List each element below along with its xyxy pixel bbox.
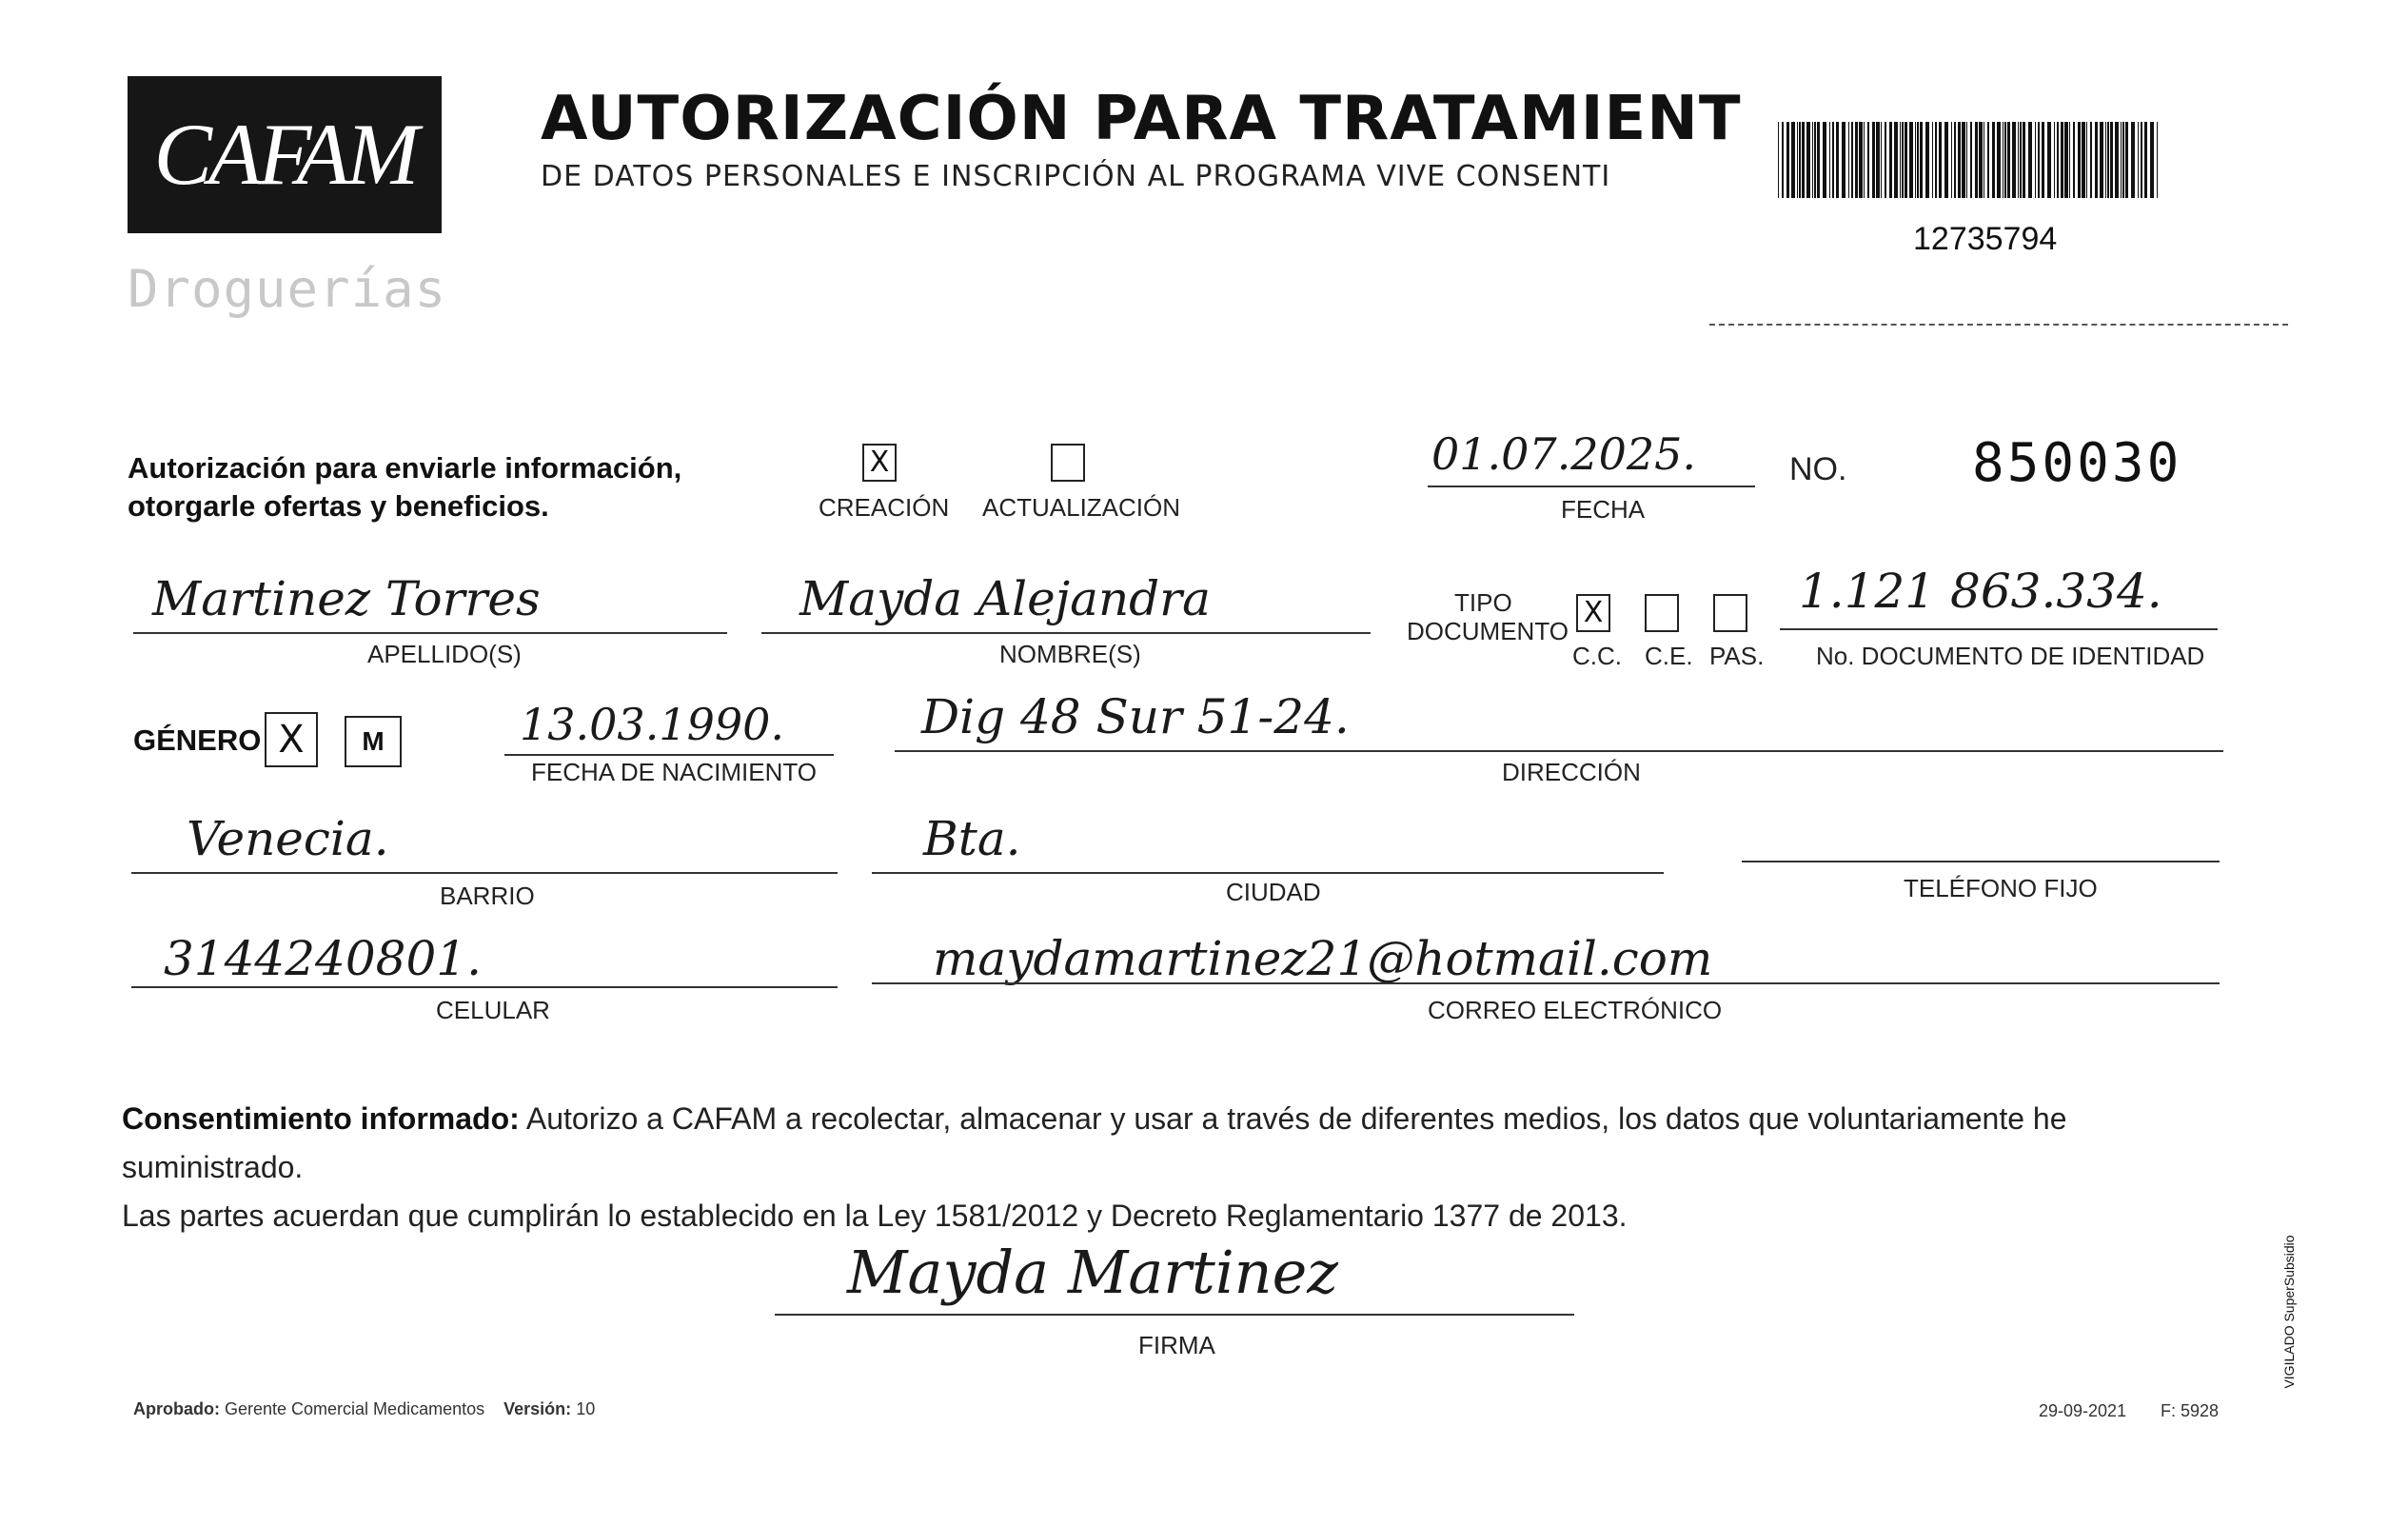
direccion-line [895,750,2223,752]
barcode-number: 12735794 [1913,221,2058,257]
actualizacion-checkbox[interactable] [1051,444,1085,482]
cc-checkbox[interactable]: X [1576,594,1610,632]
document-number-line [1780,628,2218,630]
barrio-value[interactable]: Venecia. [187,811,389,866]
logo-subtitle: Droguerías [128,259,447,319]
fecha-value[interactable]: 01.07.2025. [1431,428,1696,480]
pas-label: PAS. [1709,642,1765,670]
divider [1709,324,2288,326]
document-number-value[interactable]: 1.121 863.334. [1799,564,2162,619]
footer-code: F: 5928 [2161,1401,2220,1420]
consent-heading: Consentimiento informado: [122,1101,520,1136]
direccion-label: DIRECCIÓN [1502,758,1641,786]
celular-label: CELULAR [436,996,550,1024]
cc-label: C.C. [1572,642,1622,670]
no-label: NO. [1789,451,1847,487]
genero-label: GÉNERO [133,723,262,757]
intro-line-1: Autorización para enviarle información, [128,451,682,485]
actualizacion-label: ACTUALIZACIÓN [982,493,1181,522]
apellidos-label: APELLIDO(S) [367,640,522,668]
creacion-checkbox[interactable]: X [862,444,897,482]
ciudad-value[interactable]: Bta. [923,811,1021,866]
consent-text-line-2: Las partes acuerdan que cumplirán lo establecido en la Ley 1581/2012 y Decreto Reglamentario 1377 de 2013. [122,1199,1628,1233]
footer-aprobado-value: Gerente Comercial Medicamentos [225,1399,485,1418]
vigilado-text: VIGILADO SuperSubsidio [2281,1235,2297,1389]
birthdate-line [504,754,834,756]
vigilado-stamp [2275,1209,2303,1428]
celular-line [131,986,838,988]
fecha-label: FECHA [1561,495,1646,524]
correo-line [872,982,2220,984]
apellidos-value[interactable]: Martinez Torres [152,571,541,626]
signature-value[interactable]: Mayda Martinez [847,1238,1338,1307]
nombres-label: NOMBRE(S) [999,640,1141,668]
ce-checkbox[interactable] [1645,594,1679,632]
ciudad-line [872,872,1664,874]
barrio-label: BARRIO [440,882,535,910]
document-number-label: No. DOCUMENTO DE IDENTIDAD [1816,642,2205,670]
footer-approval [133,1399,595,1419]
genero-f-checkbox[interactable]: X [265,712,318,767]
creacion-label: CREACIÓN [819,493,950,522]
ce-label: C.E. [1645,642,1693,670]
form-number: 850030 [1972,432,2182,494]
correo-value[interactable]: maydamartinez21@hotmail.com [933,931,1713,986]
intro-line-2: otorgarle ofertas y beneficios. [128,489,549,523]
correo-label: CORREO ELECTRÓNICO [1428,996,1723,1024]
footer-aprobado-label: Aprobado: [133,1399,220,1418]
cafam-logo: CAFAM [128,76,442,233]
fecha-line [1428,486,1755,487]
barrio-line [131,872,838,874]
birthdate-label: FECHA DE NACIMIENTO [531,758,818,786]
footer-date: 29-09-2021 [2039,1401,2127,1420]
tipo-label: TIPO [1454,588,1512,617]
footer-version-label: Versión: [503,1399,572,1418]
nombres-line [761,632,1371,634]
form-title: AUTORIZACIÓN PARA TRATAMIENT [541,84,1742,154]
documento-label: DOCUMENTO [1407,617,1569,645]
barcode-icon [1778,122,2161,198]
consent-paragraph [122,1095,2254,1240]
signature-label: FIRMA [1138,1331,1215,1359]
footer-version-value: 10 [576,1399,596,1418]
form-subtitle: DE DATOS PERSONALES E INSCRIPCIÓN AL PROGRAMA VIVE CONSENTI [541,160,1611,193]
apellidos-line [133,632,727,634]
ciudad-label: CIUDAD [1226,878,1321,906]
birthdate-value[interactable]: 13.03.1990. [520,699,784,750]
telefono-label: TELÉFONO FIJO [1904,874,2098,902]
direccion-value[interactable]: Dig 48 Sur 51-24. [921,689,1350,744]
signature-line [775,1314,1574,1316]
pas-checkbox[interactable] [1713,594,1747,632]
consent-text-line-1: Autorizo a CAFAM a recolectar, almacenar y usar a través de diferentes medios, los datos que voluntariamente he suministrado. [122,1101,2067,1184]
genero-m-checkbox[interactable]: M [345,716,402,767]
nombres-value[interactable]: Mayda Alejandra [799,571,1211,626]
telefono-line [1742,861,2220,862]
celular-value[interactable]: 3144240801. [164,931,483,986]
